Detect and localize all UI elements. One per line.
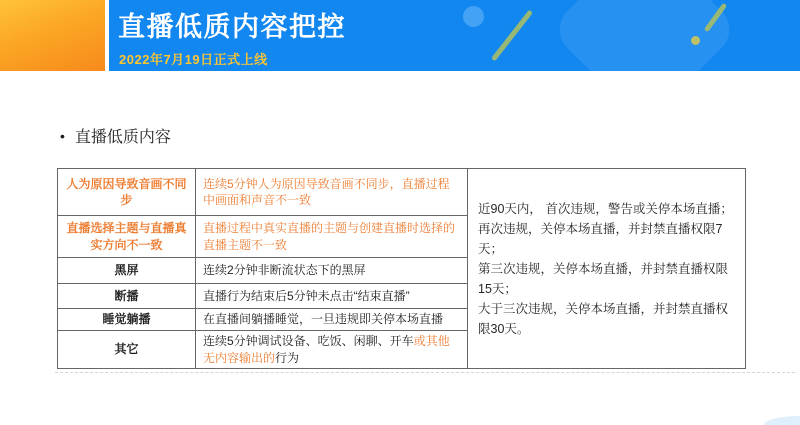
section-title: 直播低质内容 [74, 129, 171, 146]
placeholder-dashed-border [55, 372, 795, 373]
dot-decoration-icon [691, 36, 700, 45]
violation-desc-text: 直播过程中真实直播的主题与创建直播时选择的直播主题不一致 [203, 221, 456, 252]
violation-type-cell: 人为原因导致音画不同步 [58, 169, 196, 216]
violation-type-cell: 直播选择主题与直播真实方向不一致 [58, 216, 196, 258]
violation-type-cell: 黑屏 [58, 258, 196, 284]
violation-desc-cell [196, 258, 468, 284]
violation-desc-cell [196, 216, 468, 258]
penalty-line: 近90天内， 首次违规，警告或关停本场直播； [478, 201, 733, 216]
bullet-icon: • [60, 127, 65, 144]
violation-desc-cell [196, 284, 468, 309]
violation-desc-text: 在直播间躺播睡觉，一旦违规即关停本场直播 [203, 312, 444, 327]
violations-table [57, 168, 746, 369]
violation-type-cell: 断播 [58, 284, 196, 309]
violation-desc-cell [196, 309, 468, 331]
violation-desc-text: 直播行为结束后5分钟未点击“结束直播” [203, 288, 410, 303]
slide-subtitle: 2022年7月19日正式上线 [119, 52, 268, 67]
slide-title: 直播低质内容把控 [118, 12, 346, 42]
penalty-cell [468, 169, 746, 369]
violation-desc-text [203, 333, 460, 365]
violation-type-cell: 睡觉躺播 [58, 309, 196, 331]
violation-desc-text: 连续5分钟人为原因导致音画不同步，直播过程中画面和声音不一致 [203, 176, 450, 207]
circle-decoration-icon [463, 6, 484, 27]
penalty-line: 大于三次违规，关停本场直播，并封禁直播权限30天。 [478, 301, 729, 336]
violation-desc-text: 连续2分钟非断流状态下的黑屏 [203, 263, 366, 278]
violation-desc-cell [196, 331, 468, 369]
orange-accent-block [0, 0, 105, 71]
section-heading [60, 124, 171, 147]
violation-desc-cell [196, 169, 468, 216]
diagonal-line-decoration-icon [491, 10, 533, 62]
header-banner [109, 0, 800, 71]
desc-part-orange: 或其他无内容输出的 [203, 334, 450, 365]
corner-decoration [764, 416, 800, 425]
diamond-decoration-icon [549, 0, 740, 71]
desc-part-black: 连续5分钟调试设备、吃饭、闲聊、开车 [203, 334, 414, 349]
penalty-line: 第三次违规，关停本场直播，并封禁直播权限15天； [478, 261, 729, 296]
penalty-line: 再次违规，关停本场直播，并封禁直播权限7天； [478, 221, 723, 256]
violation-type-cell: 其它 [58, 331, 196, 369]
desc-part-black: 行为 [275, 350, 300, 365]
